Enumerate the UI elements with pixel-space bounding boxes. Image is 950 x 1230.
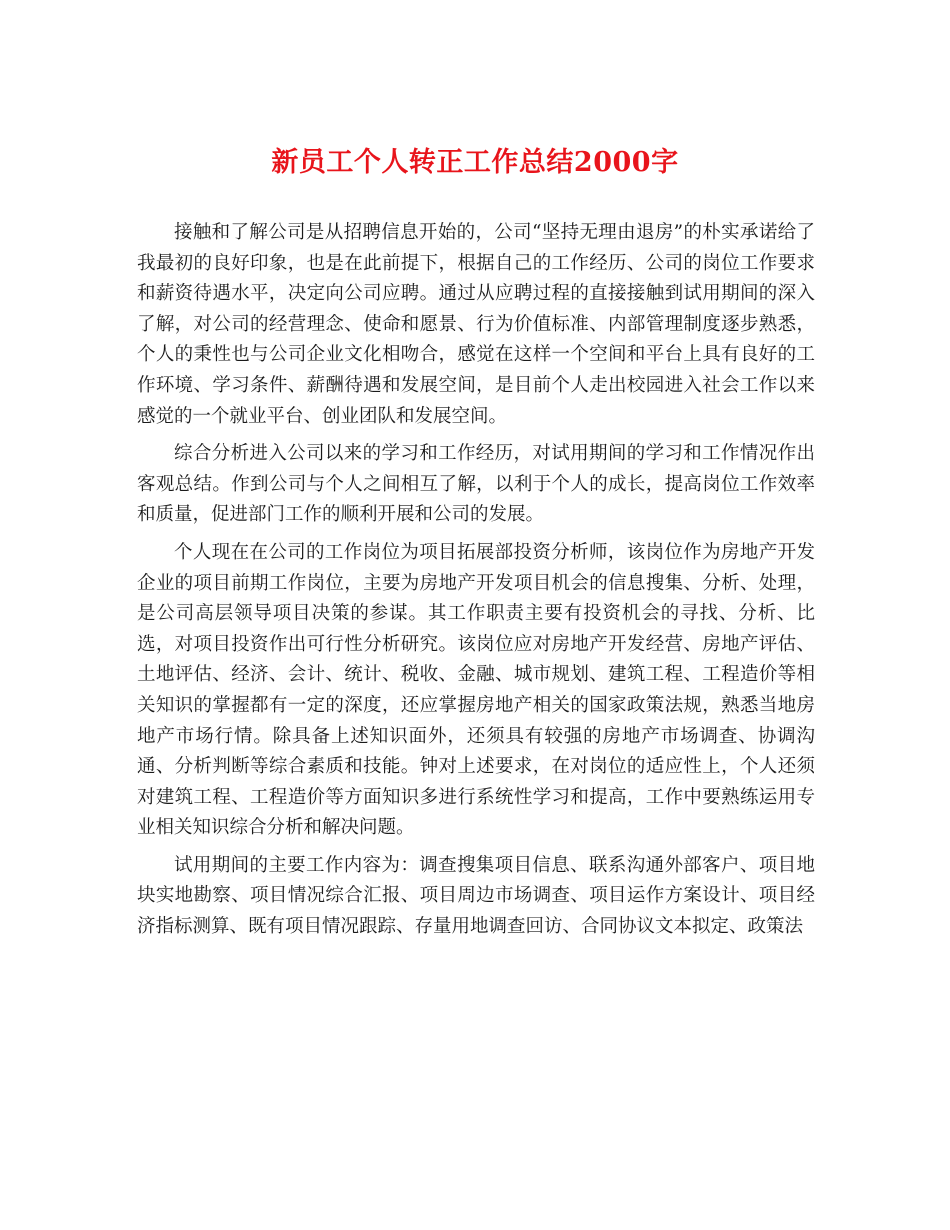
- document-body: [137, 218, 815, 950]
- paragraph-3: 个人现在在公司的工作岗位为项目拓展部投资分析师，该岗位作为房地产开发企业的项目前期工作岗位，主要为房地产开发项目机会的信息搜集、分析、处理，是公司高层领导项目决策的参谋。其工作职责主要有投资机会的寻找、分析、比选，对项目投资作出可行性分析研究。该岗位应对房地产开发经营、房地产评估、土地评估、经济、会计、统计、税收、金融、城市规划、建筑工程、工程造价等相关知识的掌握都有一定的深度，还应掌握房地产相关的国家政策法规，熟悉当地房地产市场行情。除具备上述知识面外，还须具有较强的房地产市场调查、协调沟通、分析判断等综合素质和技能。钟对上述要求，在对岗位的适应性上，个人还须对建筑工程、工程造价等方面知识多进行系统性学习和提高，工作中要熟练运用专业相关知识综合分析和解决问题。: [137, 541, 815, 839]
- paragraph-1: 接触和了解公司是从招聘信息开始的，公司“坚持无理由退房”的朴实承诺给了我最初的良好印象，也是在此前提下，根据自己的工作经历、公司的岗位工作要求和薪资待遇水平，决定向公司应聘。通过从应聘过程的直接接触到试用期间的深入了解，对公司的经营理念、使命和愿景、行为价值标准、内部管理制度逐步熟悉，个人的秉性也与公司企业文化相吻合，感觉在这样一个空间和平台上具有良好的工作环境、学习条件、薪酬待遇和发展空间，是目前个人走出校园进入社会工作以来感觉的一个就业平台、创业团队和发展空间。: [137, 222, 815, 427]
- paragraph-4: 试用期间的主要工作内容为：调查搜集项目信息、联系沟通外部客户、项目地块实地勘察、项目情况综合汇报、项目周边市场调查、项目运作方案设计、项目经济指标测算、既有项目情况跟踪、存量用地调查回访、合同协议文本拟定、政策法: [137, 854, 815, 938]
- paragraph-2: 综合分析进入公司以来的学习和工作经历，对试用期间的学习和工作情况作出客观总结。作到公司与个人之间相互了解，以利于个人的成长，提高岗位工作效率和质量，促进部门工作的顺利开展和公司的发展。: [137, 443, 815, 526]
- document-title: 新员工个人转正工作总结2000字: [271, 147, 679, 178]
